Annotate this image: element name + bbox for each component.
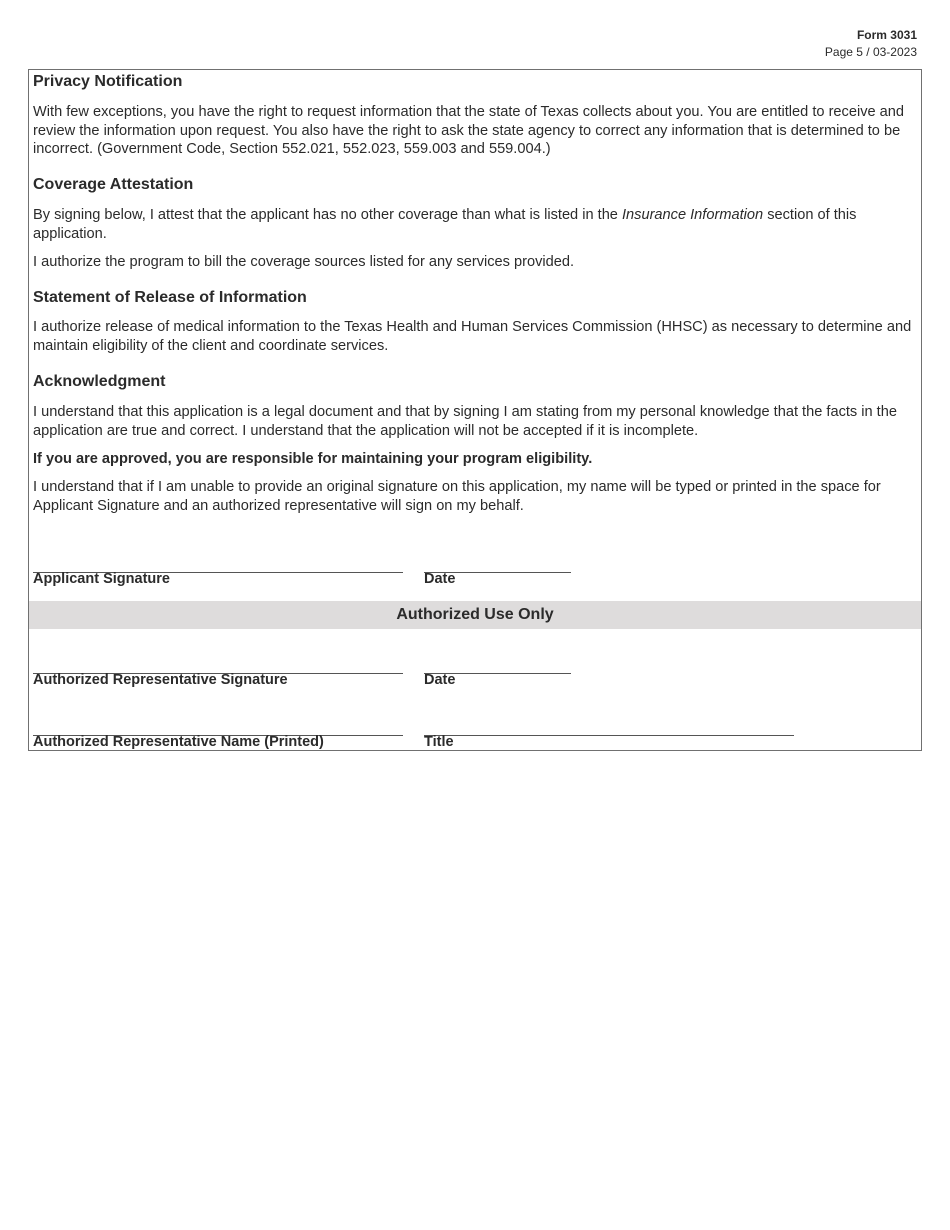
insurance-information-ref: Insurance Information: [621, 207, 764, 223]
rep-date-label: Date: [424, 672, 456, 688]
form-frame: [28, 69, 922, 751]
coverage-attestation-text: [33, 206, 917, 243]
acknowledgment-title: Acknowledgment: [33, 373, 166, 390]
coverage-text-after: section of this application.: [33, 207, 857, 242]
coverage-text-before: By signing below, I attest that the applicant has no other coverage than what is listed in the: [33, 207, 622, 223]
form-number: Form 3031: [856, 28, 917, 42]
rep-name-label: Authorized Representative Name (Printed): [33, 734, 324, 750]
authorized-use-only-band: Authorized Use Only: [29, 601, 921, 629]
applicant-signature-label: Applicant Signature: [33, 571, 170, 587]
release-text: I authorize release of medical information to the Texas Health and Human Services Commission (HHSC) as necessary to determine and maintain eligibility of the client and coordinate services.: [33, 319, 912, 354]
coverage-billing-text: I authorize the program to bill the coverage sources listed for any services provided.: [33, 254, 575, 270]
applicant-date-label: Date: [424, 571, 456, 587]
rep-title-label: Title: [424, 734, 454, 750]
coverage-attestation-title: Coverage Attestation: [33, 176, 194, 193]
approval-responsibility-text: If you are approved, you are responsible for maintaining your program eligibility.: [33, 451, 593, 467]
rep-title-line[interactable]: [424, 735, 794, 736]
rep-signature-label: Authorized Representative Signature: [33, 672, 288, 688]
release-title: Statement of Release of Information: [33, 289, 307, 306]
signature-proxy-text: I understand that if I am unable to provide an original signature on this application, my name will be typed or printed in the space for Applicant Signature and an authorized representative will sign on my behalf.: [33, 479, 881, 514]
acknowledgment-text: I understand that this application is a legal document and that by signing I am stating from my personal knowledge that the facts in the application are true and correct. I understand that the application will not be accepted if it is incomplete.: [33, 404, 897, 439]
page-info: Page 5 / 03-2023: [824, 45, 917, 59]
form-header: [825, 27, 917, 61]
privacy-notification-text: With few exceptions, you have the right to request information that the state of Texas collects about you. You are entitled to receive and review the information upon request. You also have the right to ask the state agency to correct any information that is determined to be incorrect. (Government Code, Section 552.021, 552.023, 559.003 and 559.004.): [33, 104, 905, 157]
privacy-notification-title: Privacy Notification: [33, 73, 183, 90]
